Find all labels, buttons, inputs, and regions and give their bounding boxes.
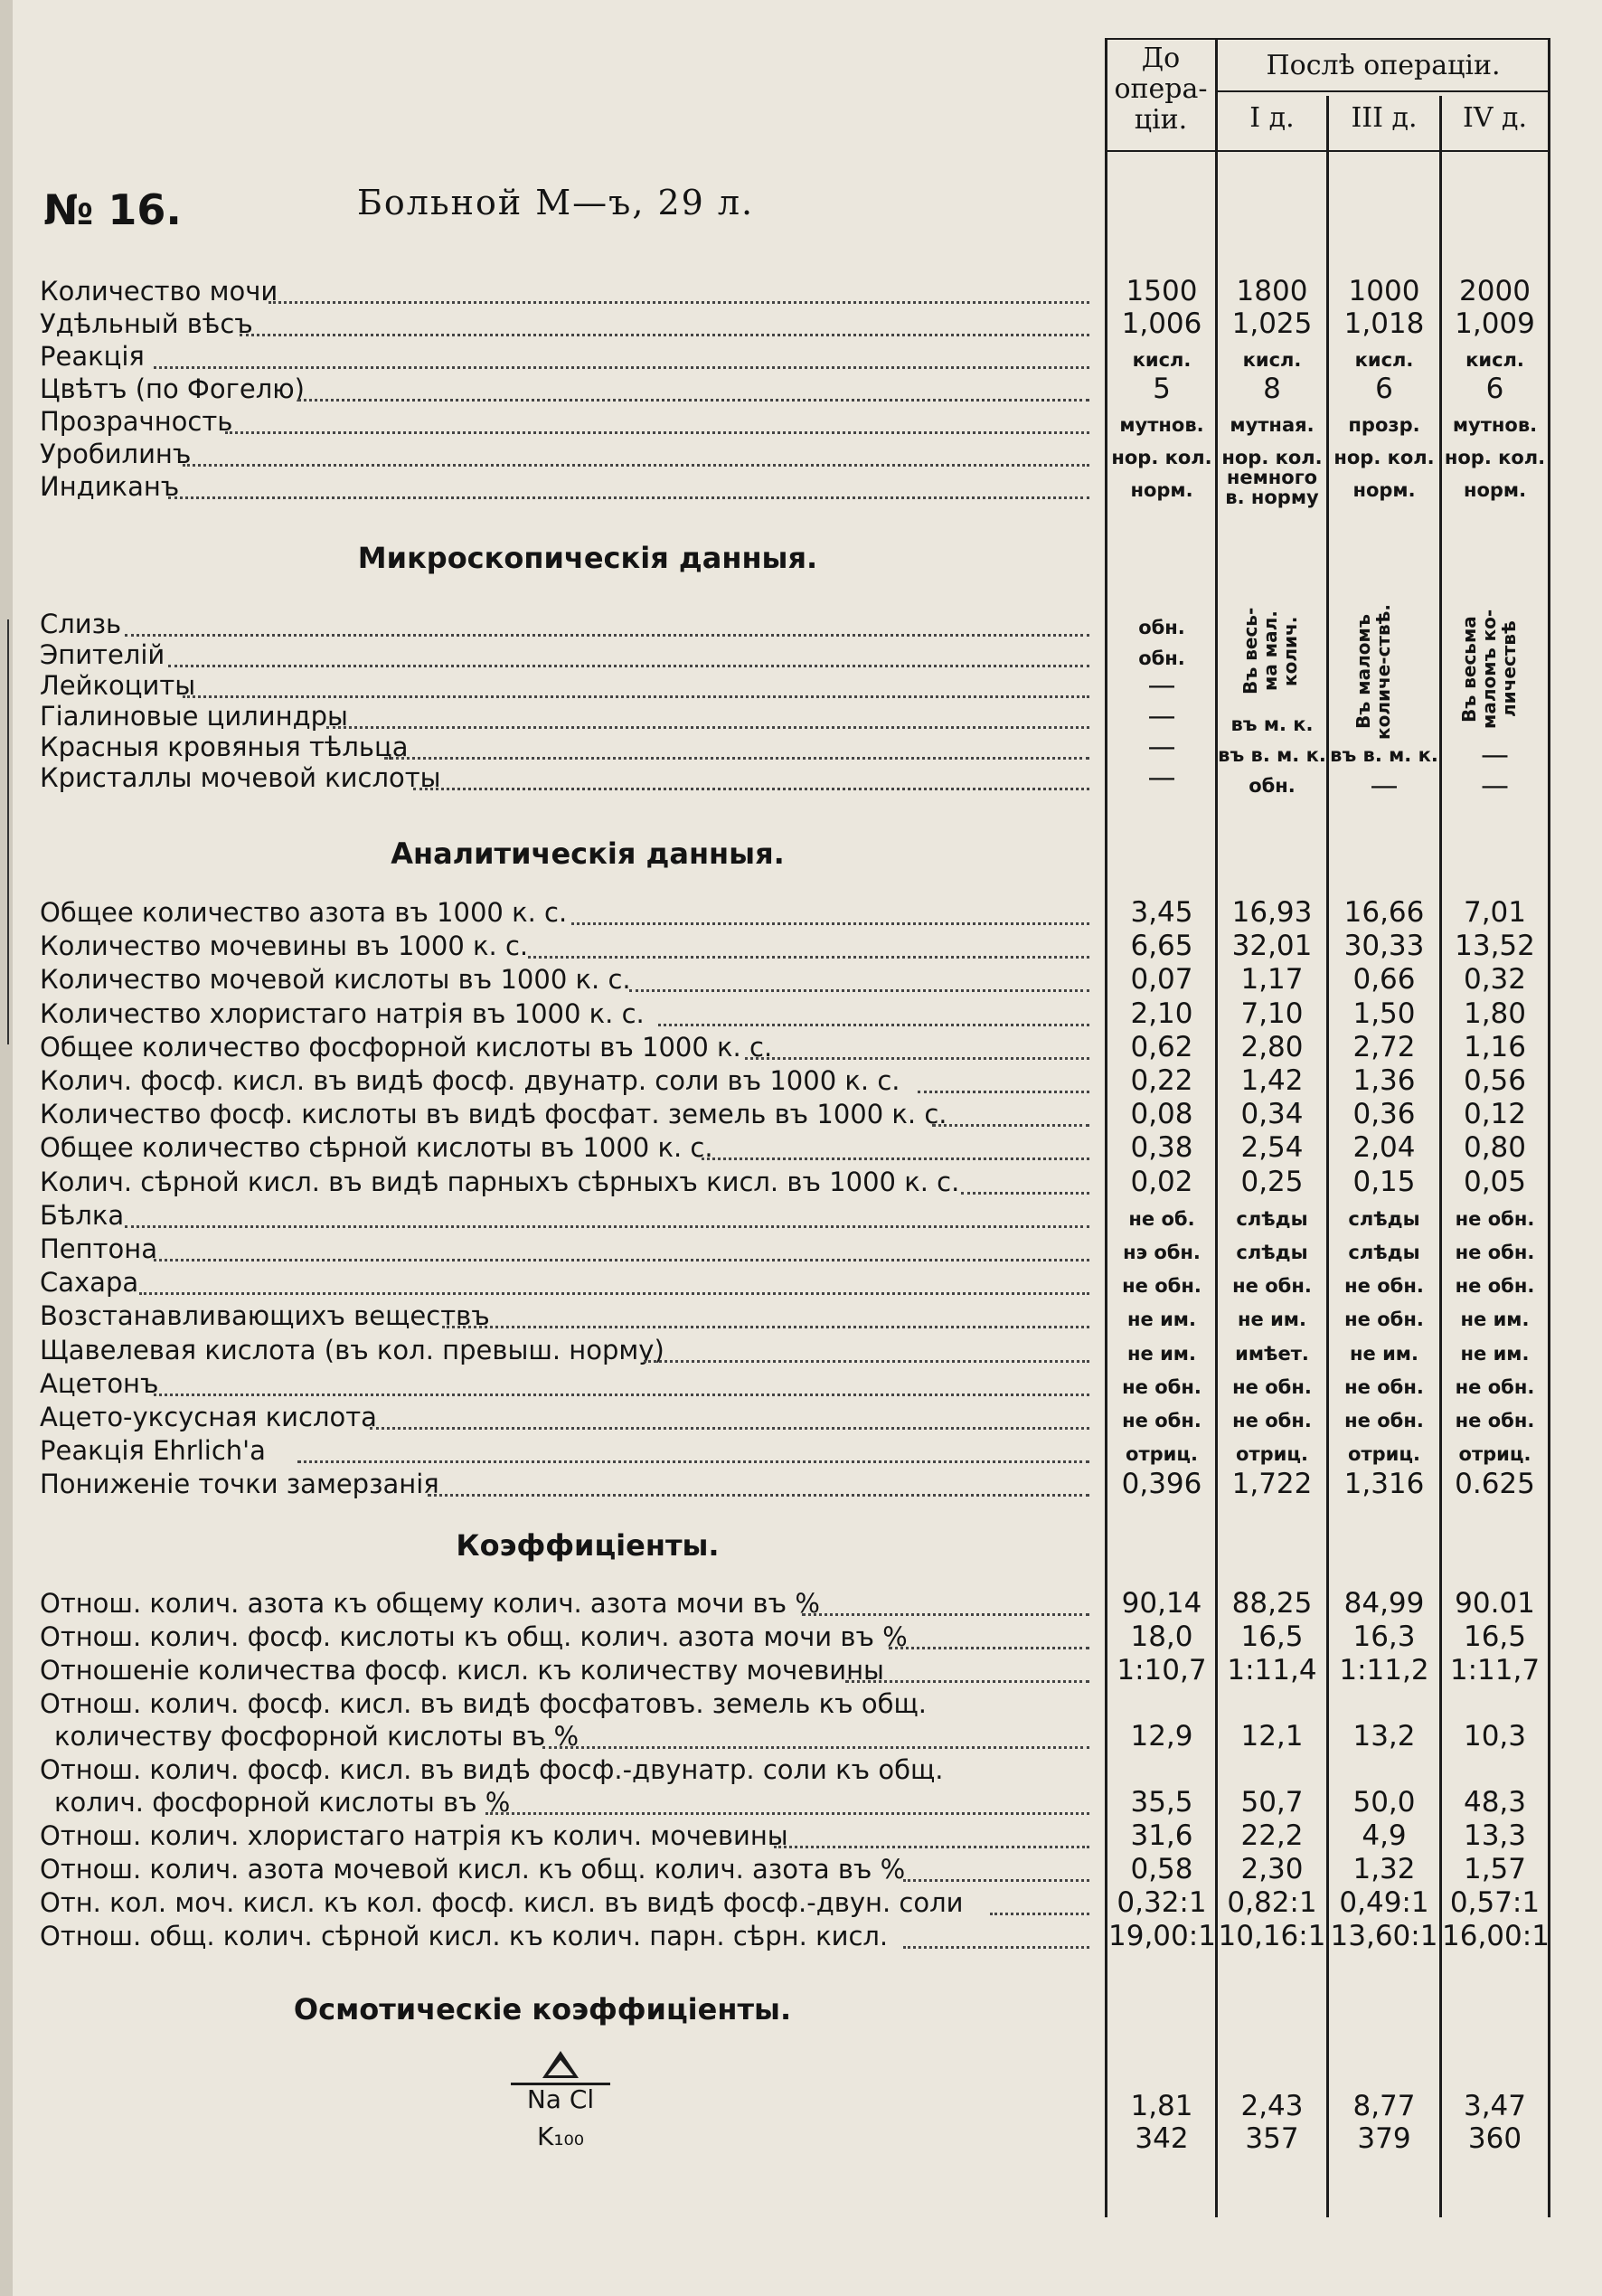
micro-day1-cell: обн. [1249,775,1296,797]
analytic-row-label: Общее количество фосфорной кислоты въ 1000 к. с. [40,1031,773,1063]
coeff-row-value-col2: 13,2 [1352,1720,1416,1753]
analytic-row-label: Ацетонъ [40,1367,159,1399]
analytic-row-value-col3: 0,56 [1463,1064,1527,1097]
leader-dots [413,757,1089,790]
analytic-row-value-col2: 30,33 [1343,930,1425,963]
analytic-row-value-col1: 16,93 [1231,896,1313,929]
analytic-row-value-col2: слѣды [1348,1242,1420,1263]
analytic-row-value-col3: не обн. [1455,1242,1535,1263]
analytic-row-label: Количество хлористаго натрія въ 1000 к. с. [40,997,645,1029]
analytic-row-label: Возстанавливающихъ веществъ [40,1300,490,1332]
coeff-row-value-col0: 1:10,7 [1117,1654,1207,1687]
header-day-3: III д. [1351,102,1418,134]
leader-dots [168,466,1089,499]
micro-row-value-col0: обн. [1138,617,1185,638]
analytic-row-value-col2: 1,316 [1343,1468,1425,1501]
osmotic-value: 342 [1135,2122,1189,2155]
analytic-row-label: Количество мочевой кислоты въ 1000 к. с. [40,964,631,996]
analytic-row-value-col1: не им. [1238,1309,1306,1331]
analytic-row-label: Общее количество азота въ 1000 к. с. [40,897,568,928]
leader-dots [139,1261,1089,1295]
leader-dots [428,1463,1089,1497]
analytic-row-value-col0: не обн. [1122,1410,1202,1431]
analytic-row-value-col1: 0,34 [1240,1098,1304,1131]
leader-dots [326,695,1089,729]
analytic-row-value-col0: 0,22 [1130,1064,1193,1097]
micro-day3-cell: въ в. м. к. [1330,744,1438,766]
analytic-row-value-col0: отриц. [1126,1443,1198,1466]
coeff-row-label: Отн. кол. моч. кисл. къ кол. фосф. кисл. въ видѣ фосф.-двун. соли [40,1887,964,1918]
analytic-row-value-col3: 13,52 [1455,930,1535,963]
analytic-row-value-col2: отриц. [1348,1443,1420,1466]
analytic-row-value-col3: 1,16 [1463,1030,1527,1063]
coeff-row-label: Отнош. колич. хлористаго натрія къ колич. мочевины [40,1820,788,1851]
coeff-row-value-col1: 22,2 [1240,1819,1304,1852]
analytic-row-label: Количество мочевины въ 1000 к. с. [40,931,529,962]
analytic-row-value-col0: 3,45 [1130,896,1193,929]
analytic-row-value-col2: слѣды [1348,1207,1420,1230]
micro-row-label: Кристаллы мочевой кислоты [40,762,441,793]
leader-dots [370,1396,1089,1430]
urine-row-value-col0: 5 [1153,373,1171,405]
leader-dots [168,634,1089,667]
urine-row-value-col0: нор. кол. [1111,447,1212,468]
coeff-row-value-col0: 12,9 [1130,1720,1193,1753]
section-title-osmotic: Осмотическіе коэффиціенты. [293,1992,792,2027]
urine-row-value-col1: 8 [1263,373,1281,405]
micro-row-label: Гіалиновые цилиндры [40,701,348,732]
analytic-row-value-col0: 6,65 [1130,930,1193,963]
osmotic-denominator: Na Cl [526,2084,595,2114]
coeff-row-value-col2: 16,3 [1352,1620,1416,1653]
header-top-rule [1105,38,1550,40]
urine-row-value-col3: 6 [1485,373,1504,405]
analytic-row-value-col3: не им. [1460,1309,1530,1331]
analytic-row-value-col0: не обн. [1122,1275,1202,1298]
analytic-row-value-col2: не обн. [1344,1309,1424,1331]
urine-row-value-col3: норм. [1463,479,1527,501]
analytic-row-value-col1: 7,10 [1240,997,1304,1030]
urine-row-value-col2: кисл. [1354,349,1414,371]
coeff-row-value-col3: 16,00:1 [1442,1920,1550,1952]
analytic-row-value-col1: не обн. [1232,1275,1312,1298]
leader-dots [384,726,1089,760]
analytic-row-value-col1: 2,80 [1240,1030,1304,1063]
analytic-row-value-col0: 0,38 [1130,1131,1193,1165]
analytic-row-value-col3: не обн. [1455,1275,1535,1298]
analytic-row-value-col0: 0,07 [1130,963,1193,997]
analytic-row-value-col0: не обн. [1122,1375,1202,1398]
coeff-row-label: Отнош. колич. фосф. кислоты къ общ. колич. азота мочи въ % [40,1621,908,1652]
analytic-row-label: Сахара [40,1267,139,1299]
urine-row-value-col3: нор. кол. [1444,447,1546,468]
micro-day4-vertical-note: Въ весьма маломъ ко-личествѣ [1458,609,1520,730]
analytic-row-value-col2: не им. [1350,1342,1418,1365]
urine-row-value-col3: 1,009 [1455,307,1535,340]
coeff-row-value-col1: 1:11,4 [1227,1654,1317,1687]
urine-row-value-col1: мутная. [1230,414,1315,436]
analytic-row-value-col3: 1,80 [1463,997,1527,1030]
urine-row-value-col0: 1,006 [1121,307,1202,340]
osmotic-value: 357 [1245,2122,1299,2155]
coeff-row-value-col1: 16,5 [1240,1620,1304,1653]
coeff-row-value-col2: 4,9 [1362,1819,1407,1852]
analytic-row-value-col0: 2,10 [1130,997,1193,1030]
analytic-row-value-col2: 1,36 [1352,1064,1416,1097]
analytic-row-value-col2: не обн. [1344,1375,1424,1398]
osmotic-value: 1,81 [1130,2090,1193,2122]
micro-day3-cell: — [1370,770,1399,802]
analytic-row-value-col2: 0,15 [1352,1165,1416,1198]
analytic-row-value-col2: 2,04 [1352,1131,1416,1165]
micro-row-label: Лейкоциты [40,670,196,701]
osmotic-k-label: K₁₀₀ [536,2121,585,2151]
micro-row-label: Красныя кровяныя тѣльца [40,732,409,762]
micro-row-value-col0: обн. [1138,647,1185,669]
urine-row-label: Уробилинъ [40,439,192,469]
urine-row-value-col3: 2000 [1459,275,1531,307]
analytic-row-value-col3: 0.625 [1455,1468,1535,1501]
urine-row-value-col2: 1,018 [1343,307,1425,340]
micro-row-value-col0: — [1147,731,1176,763]
coeff-row-value-col2: 84,99 [1343,1587,1425,1620]
case-number: № 16. [43,185,182,234]
leader-dots [802,1583,1089,1616]
analytic-row-value-col1: 1,722 [1231,1468,1313,1501]
coeff-row-value-col0: 31,6 [1130,1819,1193,1852]
analytic-row-value-col2: 2,72 [1352,1030,1416,1063]
coeff-row-value-col3: 48,3 [1463,1786,1527,1819]
urine-row-value-col1: нор. кол. [1221,447,1323,468]
leader-dots [125,1195,1089,1228]
coeff-row-value-col0: 19,00:1 [1108,1920,1216,1952]
urine-row-value-col0: 1500 [1126,275,1198,307]
osmotic-value: 379 [1357,2122,1411,2155]
coeff-row-value-col0: 90,14 [1121,1587,1202,1620]
leader-dots [658,993,1089,1026]
analytic-row-value-col1: 32,01 [1231,930,1313,963]
urine-row-label: Цвѣтъ (по Фогелю) [40,373,305,404]
micro-day3-vertical-note: Въ маломъ количе-ствѣ. [1352,604,1394,740]
urine-row-value-col2: нор. кол. [1333,447,1435,468]
analytic-row-value-col3: не обн. [1455,1410,1535,1431]
analytic-row-value-col3: 0,05 [1463,1165,1527,1198]
leader-dots [154,335,1089,369]
analytic-row-label: Пониженіе точки замерзанія [40,1469,439,1500]
coeff-row-label: количеству фосфорной кислоты въ % [54,1721,580,1752]
leader-dots [990,1882,1089,1915]
leader-dots [297,368,1089,402]
coeff-row-value-col3: 10,3 [1463,1720,1527,1753]
coeff-row-value-col2: 13,60:1 [1330,1920,1438,1952]
leader-dots [183,433,1089,467]
leader-dots [774,1815,1090,1848]
urine-row-value-col1: кисл. [1242,349,1302,371]
analytic-row-value-col0: не им. [1127,1342,1196,1365]
leader-dots [571,892,1089,925]
micro-row-label: Слизь [40,609,122,639]
column-rule-left [1105,38,1107,2217]
urine-row-label: Реакція [40,341,145,372]
analytic-row-label: Пептона [40,1233,157,1264]
leader-dots [183,665,1089,698]
leader-dots [154,1363,1089,1396]
analytic-row-value-col1: имѣет. [1235,1342,1309,1365]
analytic-row-value-col2: 16,66 [1343,896,1425,929]
coeff-row-value-col3: 16,5 [1463,1620,1527,1653]
urine-row-value-col0: мутнов. [1119,414,1204,436]
coeff-row-label: Отнош. колич. азота мочевой кисл. къ общ. колич. азота въ % [40,1854,906,1885]
page-binding-edge [0,0,13,2296]
urine-row-label: Прозрачность [40,406,233,437]
column-rule-right [1548,38,1550,2217]
urine-row-value-col0: кисл. [1132,349,1192,371]
analytic-row-value-col3: отриц. [1458,1443,1531,1466]
urine-row-label: Индиканъ [40,471,180,502]
micro-day1-cell: въ в. м. к. [1218,744,1326,766]
coeff-row-label: Отнош. общ. колич. сѣрной кисл. къ колич. парн. сѣрн. кисл. [40,1921,889,1951]
coeff-row-label: Отнош. колич. азота къ общему колич. азота мочи въ % [40,1588,820,1619]
analytic-row-value-col3: 7,01 [1463,896,1527,929]
analytic-row-label: Колич. сѣрной кисл. въ видѣ парныхъ сѣрныхъ кисл. въ 1000 к. с. [40,1166,960,1197]
delta-symbol-inner [548,2060,573,2075]
section-title-microscopic: Микроскопическія данныя. [357,541,818,575]
leader-dots [702,1127,1089,1160]
section-title-analytic: Аналитическія данныя. [391,836,785,871]
header-day-1: I д. [1249,102,1295,134]
coeff-row-value-col2: 1,32 [1352,1853,1416,1885]
analytic-row-value-col2: 1,50 [1352,997,1416,1030]
analytic-row-value-col2: 0,36 [1352,1098,1416,1131]
leader-dots [889,1616,1089,1649]
analytic-row-value-col3: 0,80 [1463,1131,1527,1165]
urine-row-value-col3: мутнов. [1452,414,1538,436]
analytic-row-value-col1: 1,17 [1240,963,1304,997]
coeff-row-value-col1: 0,82:1 [1227,1886,1317,1919]
header-day-4: IV д. [1462,102,1528,134]
analytic-row-value-col0: нэ обн. [1123,1242,1201,1263]
leader-dots [154,1228,1089,1261]
analytic-row-label: Щавелевая кислота (въ кол. превыш. норму) [40,1334,664,1365]
analytic-row-label: Бѣлка [40,1199,125,1231]
leader-dots [240,303,1089,336]
analytic-row-value-col2: не обн. [1344,1410,1424,1431]
leader-dots [629,959,1089,992]
coeff-row-value-col0: 18,0 [1130,1620,1193,1653]
osmotic-value: 2,43 [1240,2090,1304,2122]
leader-dots [125,603,1089,637]
coeff-row-value-col1: 12,1 [1240,1720,1304,1753]
osmotic-value: 360 [1467,2122,1522,2155]
analytic-row-value-col3: не им. [1460,1342,1530,1365]
micro-row-value-col0: — [1147,669,1176,702]
urine-row-value-col1: немного в. норму [1225,467,1319,508]
micro-row-value-col0: — [1147,700,1176,732]
analytic-row-label: Колич. фосф. кисл. въ видѣ фосф. двунатр. соли въ 1000 к. с. [40,1065,900,1096]
urine-row-value-col2: прозр. [1348,414,1420,436]
coeff-row-value-col2: 0,49:1 [1339,1886,1429,1919]
urine-row-value-col3: кисл. [1465,349,1524,371]
analytic-row-value-col2: не обн. [1344,1275,1424,1298]
urine-row-value-col2: 1000 [1348,275,1420,307]
leader-dots [903,1848,1089,1882]
section-title-coefficients: Коэффиціенты. [456,1528,720,1563]
analytic-row-value-col1: не обн. [1232,1410,1312,1431]
analytic-row-value-col1: 0,25 [1240,1165,1304,1198]
analytic-row-value-col0: не об. [1128,1207,1195,1230]
leader-dots [644,1329,1089,1363]
leader-dots [297,1430,1089,1463]
urine-row-value-col2: 6 [1375,373,1393,405]
coeff-row-value-col3: 13,3 [1463,1819,1527,1852]
leader-dots [485,1781,1089,1815]
analytic-row-value-col0: 0,08 [1130,1098,1193,1131]
coeff-row-value-col3: 0,57:1 [1449,1886,1541,1919]
urine-row-label: Количество мочи [40,276,278,307]
osmotic-value: 3,47 [1463,2090,1527,2122]
analytic-row-value-col3: не обн. [1455,1207,1535,1230]
coeff-row-value-col0: 0,58 [1130,1853,1193,1885]
leader-dots [225,401,1089,434]
analytic-row-value-col0: 0,396 [1121,1468,1202,1501]
leader-dots [269,270,1089,304]
coeff-row-value-col2: 50,0 [1352,1786,1416,1819]
header-bottom-rule [1105,150,1550,152]
margin-bracket-mark [7,619,14,1044]
header-before-operation: До опера-ціи. [1114,43,1208,136]
coeff-row-value-col1: 50,7 [1240,1786,1304,1819]
analytic-row-value-col0: 0,62 [1130,1030,1193,1063]
analytic-row-value-col1: слѣды [1236,1207,1308,1230]
micro-row-value-col0: — [1147,761,1176,794]
analytic-row-value-col3: 0,32 [1463,963,1527,997]
osmotic-value: 8,77 [1352,2090,1416,2122]
analytic-row-value-col1: 2,54 [1240,1131,1304,1165]
micro-day1-cell: въ м. к. [1230,713,1314,735]
urine-row-value-col1: 1800 [1236,275,1308,307]
leader-dots [903,1915,1089,1949]
leader-dots [542,1715,1089,1749]
analytic-row-label: Общее количество сѣрной кислоты въ 1000 к. с. [40,1132,713,1164]
leader-dots [932,1093,1089,1127]
analytic-row-value-col3: не обн. [1455,1375,1535,1398]
leader-dots [961,1161,1089,1195]
coeff-row-value-col1: 88,25 [1231,1587,1313,1620]
coeff-row-label: колич. фосфорной кислоты въ % [54,1787,511,1818]
coeff-row-line1-label: Отнош. колич. фосф. кисл. въ видѣ фосф.-двунатр. соли къ общ. [40,1754,944,1785]
patient-title: Больной М—ъ, 29 л. [357,183,755,222]
analytic-row-label: Реакція Ehrlich'а [40,1435,266,1467]
analytic-row-value-col2: 0,66 [1352,963,1416,997]
coeff-row-value-col2: 1:11,2 [1339,1654,1429,1687]
leader-dots [845,1649,1089,1683]
analytic-row-label: Количество фосф. кислоты въ видѣ фосфат. земель въ 1000 к. с. [40,1099,947,1130]
micro-day4-cell: — [1481,770,1509,802]
urine-row-value-col2: норм. [1352,479,1416,501]
urine-row-value-col1: 1,025 [1231,307,1313,340]
coeff-row-value-col3: 1:11,7 [1449,1654,1541,1687]
leader-dots [528,925,1089,959]
header-after-operation: Послѣ операціи. [1266,50,1501,81]
micro-day4-cell: — [1481,739,1509,771]
analytic-row-value-col0: не им. [1127,1309,1196,1331]
urine-row-value-col0: норм. [1130,479,1193,501]
urine-row-label: Удѣльный вѣсъ [40,308,253,339]
coeff-row-line1-label: Отнош. колич. фосф. кисл. въ видѣ фосфатовъ. земель къ общ. [40,1688,928,1719]
coeff-row-value-col3: 1,57 [1463,1853,1527,1885]
analytic-row-value-col1: 1,42 [1240,1064,1304,1097]
leader-dots [442,1295,1089,1328]
analytic-row-value-col1: слѣды [1236,1242,1308,1263]
analytic-row-label: Ацето-уксусная кислота [40,1402,377,1432]
analytic-row-value-col1: отриц. [1236,1443,1308,1466]
analytic-row-value-col3: 0,12 [1463,1098,1527,1131]
coeff-row-label: Отношеніе количества фосф. кисл. къ количеству мочевины [40,1655,884,1686]
coeff-row-value-col1: 10,16:1 [1218,1920,1326,1952]
header-mid-rule [1215,90,1550,92]
coeff-row-value-col1: 2,30 [1240,1853,1304,1885]
coeff-row-value-col0: 0,32:1 [1117,1886,1207,1919]
leader-dots [918,1060,1089,1093]
micro-day1-vertical-note: Въ весь-ма мал. колич. [1239,607,1301,695]
analytic-row-value-col1: не обн. [1232,1375,1312,1398]
coeff-row-value-col0: 35,5 [1130,1786,1193,1819]
leader-dots [745,1026,1089,1060]
analytic-row-value-col0: 0,02 [1130,1165,1193,1198]
coeff-row-value-col3: 90.01 [1455,1587,1535,1620]
micro-row-label: Эпителій [40,639,165,670]
